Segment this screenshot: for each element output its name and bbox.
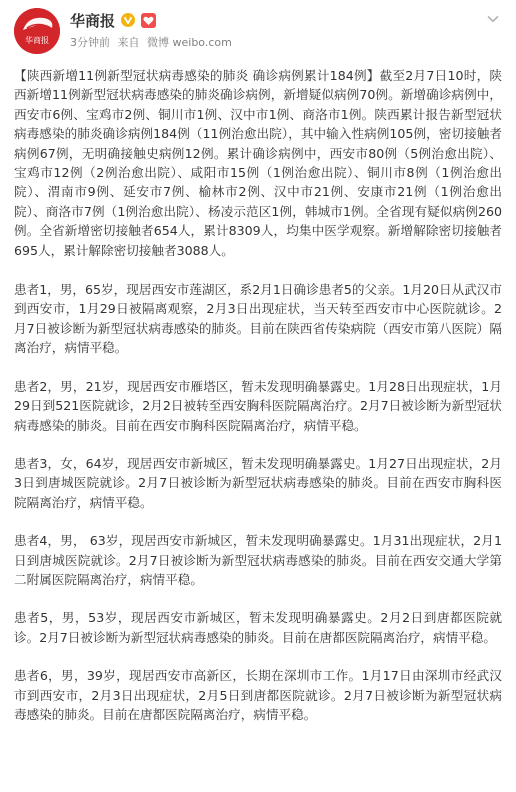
avatar[interactable] [14,8,60,54]
paragraph-patient-4: 患者4，男， 63岁，现居西安市新城区，暂未发现明确暴露史。1月31出现症状，2月1日到唐城医院就诊。2月7日被诊断为新型冠状病毒感染的肺炎。目前在西安交通大学第二附属医院隔离治疗，病情平稳。 [14,533,502,587]
avatar-logo-icon [14,8,60,54]
post-time[interactable]: 3分钟前 [70,36,110,49]
account-name[interactable]: 华商报 [70,11,116,30]
paragraph-patient-5: 患者5，男，53岁，现居西安市新城区，暂未发现明确暴露史。2月2日到唐都医院就诊。2月7日被诊断为新型冠状病毒感染的肺炎。目前在唐都医院隔离治疗，病情平稳。 [14,610,502,645]
post-source[interactable]: 微博 weibo.com [147,36,232,49]
red-heart-badge-icon[interactable] [141,13,156,28]
paragraph-patient-3: 患者3，女，64岁，现居西安市新城区，暂未发现明确暴露史。1月27日出现症状，2月3日到唐城医院就诊。2月7日被诊断为新型冠状病毒感染的肺炎。目前在西安市胸科医院隔离治疗，病情平稳。 [14,455,502,510]
avatar-logo-text: 华商报 [25,36,49,45]
post-meta [70,8,236,50]
source-prefix: 来自 [117,36,140,49]
paragraph-patient-6: 患者6，男，39岁，现居西安市高新区，长期在深圳市工作。1月17日由深圳市经武汉市到西安市，2月3日出现症状，2月5日到唐都医院就诊。2月7日被诊断为新型冠状病毒感染的肺炎。目前在唐都医院隔离治疗，病情平稳。 [14,668,502,722]
paragraph-patient-2: 患者2，男，21岁，现居西安市雁塔区，暂未发现明确暴露史。1月28日出现症状，1月29日到521医院就诊，2月2日被转至西安胸科医院隔离治疗。2月7日被诊断为新型冠状病毒感染的肺炎。目前在西安市胸科医院隔离治疗，病情平稳。 [14,378,502,433]
post-subline [70,34,236,50]
chevron-down-icon[interactable] [486,12,500,26]
paragraph-patient-1: 患者1，男，65岁，现居西安市莲湖区，系2月1日确诊患者5的父亲。1月20日从武汉市到西安市，1月29日被隔离观察，2月3日出现症状，当天转至西安市中心医院就诊。2月7日被诊断为新型冠状病毒感染的肺炎。目前在陕西省传染病院（西安市第八医院）隔离治疗，病情平稳。 [14,282,502,356]
paragraph-summary: 【陕西新增11例新型冠状病毒感染的肺炎 确诊病例累计184例】截至2月7日10时，陕西新增11例新型冠状病毒感染的肺炎确诊病例，新增疑似病例70例。新增确诊病例中，西安市6例、宝鸡市2例、铜川市1例、汉中市1例、商洛市1例。陕西累计报告新型冠状病毒感染的肺炎确诊病例184例（11例治愈出院），其中输入性病例105例，密切接触者病例67例，无明确接触史病例12例。累计确诊病例中，西安市80例（5例治愈出院）、宝鸡市12例（2例治愈出院）、咸阳市15例（1例治愈出院）、铜川市8例（1例治愈出院）、渭南市9例、延安市7例、榆林市2例、汉中市21例、安康市21例（1例治愈出院）、商洛市7例（1例治愈出院）、杨凌示范区1例，韩城市1例。全省现有疑似病例260例。全省新增密切接触者654人，累计8309人，均集中医学观察。新增解除密切接触者695人，累计解除密切接触者3088人。 [14,68,502,258]
gold-v-badge-icon [121,13,135,27]
post-content [14,66,502,724]
post-header [14,8,502,64]
name-row [70,9,236,31]
